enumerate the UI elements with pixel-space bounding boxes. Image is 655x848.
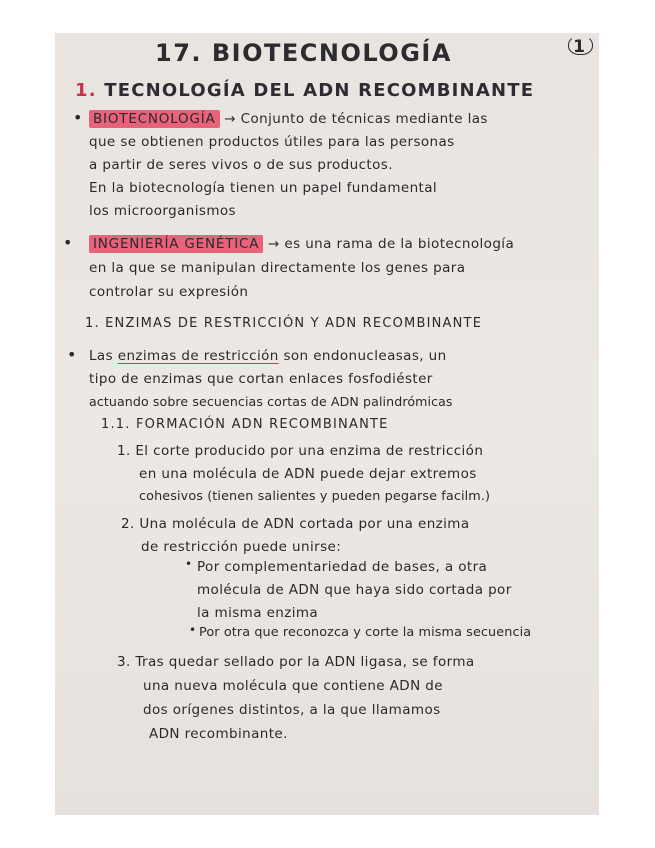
definition-line: En la biotecnología tienen un papel fundamental [89, 180, 438, 196]
list-item-line: ADN recombinante. [149, 726, 288, 742]
definition-line: que se obtienen productos útiles para las personas [89, 134, 455, 150]
sub-item-line: Por otra que reconozca y corte la misma secuencia [199, 625, 532, 640]
underlined-term: enzimas de restricción [117, 348, 279, 364]
section-title: TECNOLOGÍA DEL ADN RECOMBINANTE [104, 80, 535, 101]
definition-text: → Conjunto de técnicas mediante las [224, 111, 488, 127]
definition-line: controlar su expresión [89, 284, 249, 300]
page-number: 1 [573, 37, 585, 57]
list-item-line: 3. Tras quedar sellado por la ADN ligasa, se forma [117, 654, 475, 670]
list-item-line: de restricción puede unirse: [141, 539, 342, 555]
sub-item-line: Por complementariedad de bases, a otra [197, 559, 488, 575]
definition-line: a partir de seres vivos o de sus productos. [89, 157, 393, 173]
highlighted-term: BIOTECNOLOGÍA [89, 110, 220, 128]
definition-line [89, 111, 488, 127]
definition-line: tipo de enzimas que cortan enlaces fosfodiéster [89, 371, 433, 387]
highlighted-term: INGENIERÍA GENÉTICA [89, 235, 263, 253]
subsection-heading: 1. ENZIMAS DE RESTRICCIÓN Y ADN RECOMBINANTE [85, 316, 483, 331]
list-item-line: una nueva molécula que contiene ADN de [143, 678, 443, 694]
bullet-dot: • [73, 108, 83, 127]
section-heading [75, 80, 534, 101]
list-item-line: 1. El corte producido por una enzima de restricción [117, 443, 484, 459]
definition-text: → es una rama de la biotecnología [267, 236, 515, 252]
text-fragment: son endonucleasas, un [283, 348, 447, 364]
list-item-line: 2. Una molécula de ADN cortada por una enzima [121, 516, 470, 532]
section-number: 1. [75, 80, 97, 101]
bullet-dot: • [185, 557, 193, 571]
bullet-dot: • [189, 623, 197, 637]
list-item-line: en una molécula de ADN puede dejar extremos [139, 466, 477, 482]
page-title: 17. BIOTECNOLOGÍA [155, 39, 452, 67]
definition-line [89, 236, 514, 252]
bullet-dot: • [63, 233, 73, 252]
list-item-line: dos orígenes distintos, a la que llamamos [143, 702, 441, 718]
definition-line: en la que se manipulan directamente los genes para [89, 260, 466, 276]
sub-item-line: la misma enzima [197, 605, 319, 621]
notebook-page [55, 33, 599, 815]
definition-line: actuando sobre secuencias cortas de ADN palindrómicas [89, 394, 453, 409]
definition-line: los microorganismos [89, 203, 236, 219]
text-fragment: Las [89, 348, 114, 364]
sub-item-line: molécula de ADN que haya sido cortada por [197, 582, 512, 598]
definition-line [89, 348, 447, 364]
list-item-line: cohesivos (tienen salientes y pueden pegarse facilm.) [139, 489, 491, 504]
subsection-heading: 1.1. FORMACIÓN ADN RECOMBINANTE [101, 417, 389, 432]
bullet-dot: • [67, 345, 77, 364]
